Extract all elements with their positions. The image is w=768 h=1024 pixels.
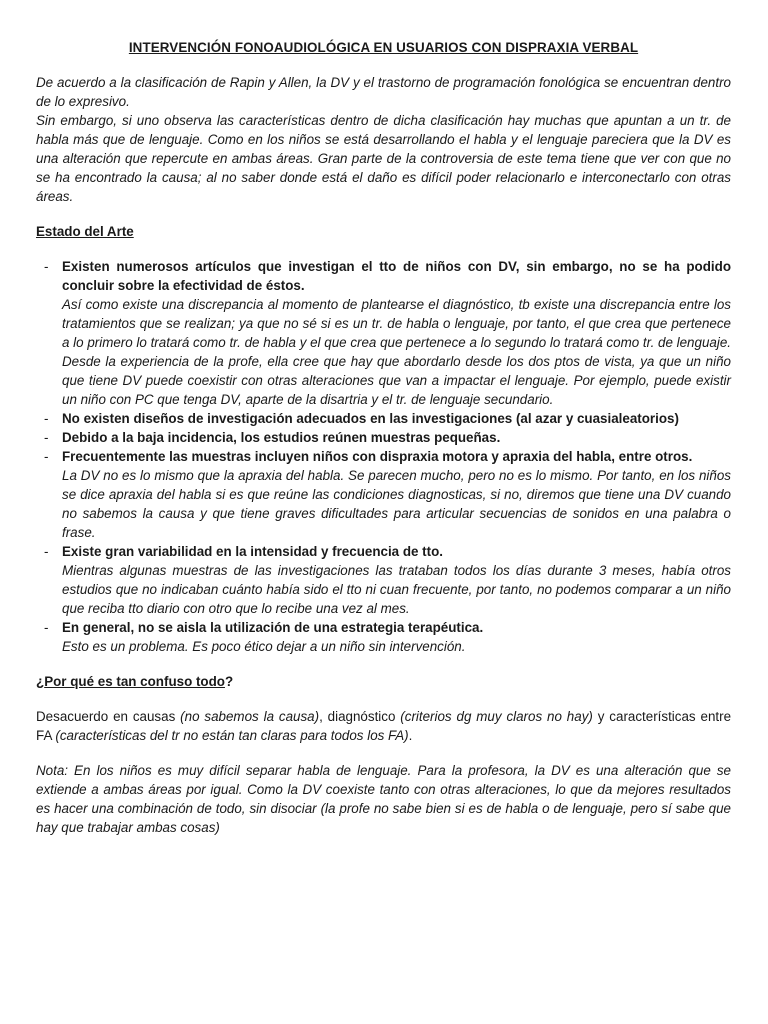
- bullet-dash: -: [44, 259, 49, 274]
- bullet-dash: -: [44, 430, 49, 445]
- list-item-main: Existen numerosos artículos que investigan el tto de niños con DV, sin embargo, no se ha podido concluir sobre la efectividad de éstos.: [62, 259, 731, 293]
- document-page: [36, 38, 731, 837]
- porque-text-3: y características entre FA: [36, 709, 732, 743]
- porque-text-2: , diagnóstico: [319, 709, 401, 724]
- porque-paragraph: [36, 707, 731, 745]
- document-title: INTERVENCIÓN FONOAUDIOLÓGICA EN USUARIOS CON DISPRAXIA VERBAL: [128, 40, 639, 55]
- bullet-dash: -: [44, 411, 49, 426]
- list-item-note: La DV no es lo mismo que la apraxia del habla. Se parecen mucho, pero no es lo mismo. Por tanto, en los niños se dice apraxia del habla si es que reúne las condiciones diagnosticas, si no, diremos que tiene una DV cuando no sabemos la causa y que tiene graves dificultades para articular secuencias de sonidos en una palabra o frase.: [62, 468, 731, 540]
- list-item-main: Frecuentemente las muestras incluyen niños con dispraxia motora y apraxia del habla, entre otros.: [62, 449, 693, 464]
- question-close-mark: ?: [224, 674, 234, 689]
- nota-paragraph: Nota: En los niños es muy difícil separar habla de lenguaje. Para la profesora, la DV es una alteración que se extiende a ambas áreas por igual. Como la DV coexiste tanto con otras alteraciones, lo que da mejores resultados es hacer una combinación de todo, sin disociar (la profe no sabe bien si es de habla o de lenguaje, pero sí sabe que hay que trabajar ambas cosas): [36, 763, 731, 835]
- list-item-main: Existe gran variabilidad en la intensidad y frecuencia de tto.: [62, 544, 444, 559]
- list-item: [36, 447, 731, 542]
- section-heading-porque: [36, 672, 731, 691]
- list-item-note: Esto es un problema. Es poco ético dejar a un niño sin intervención.: [62, 639, 466, 654]
- list-item: [36, 542, 731, 618]
- bullet-dash: -: [44, 620, 49, 635]
- list-item: [36, 257, 731, 409]
- estado-list: [36, 257, 731, 656]
- list-item-note: Mientras algunas muestras de las investigaciones las trataban todos los días durante 3 meses, había otros estudios que no indicaban cuánto había sido el tto ni cuan frecuente, por tanto, no podemos comparar a un niño que reciba tto diario con otro que lo recibe una vez al mes.: [62, 563, 731, 616]
- porque-text-4: .: [408, 728, 413, 743]
- list-item: [36, 618, 731, 656]
- intro-paragraph-1: De acuerdo a la clasificación de Rapin y Allen, la DV y el trastorno de programación fonológica se encuentran dentro de lo expresivo.: [36, 75, 731, 109]
- bullet-dash: -: [44, 544, 49, 559]
- porque-italic-2: (criterios dg muy claros no hay): [400, 709, 593, 724]
- list-item-note: Así como existe una discrepancia al momento de plantearse el diagnóstico, tb existe una discrepancia entre los tratamientos que se realizan; ya que no sé si es un tr. de habla o lenguaje, por tanto, el que crea que pertenece a lo primero lo tratará como tr. de habla y el que crea que pertenece a lo segundo lo tratará como tr. de lenguaje. Desde la experiencia de la profe, ella cree que hay que abordarlo desde los dos ptos de vista, ya que un niño que tiene DV puede coexistir con otras alteraciones que van a impactar el lenguaje. Por ejemplo, puede existir un niño con PC que tenga DV, aparte de la disartria y el tr. de lenguaje secundario.: [62, 297, 731, 407]
- porque-italic-3: (características del tr no están tan claras para todos los FA): [55, 728, 409, 743]
- list-item: [36, 428, 731, 447]
- list-item-main: Debido a la baja incidencia, los estudios reúnen muestras pequeñas.: [62, 430, 501, 445]
- porque-italic-1: (no sabemos la causa): [180, 709, 320, 724]
- question-open-mark: ¿: [36, 674, 45, 689]
- list-item: [36, 409, 731, 428]
- bullet-dash: -: [44, 449, 49, 464]
- section-heading-porque-text: Por qué es tan confuso todo: [44, 674, 225, 689]
- list-item-main: No existen diseños de investigación adecuados en las investigaciones (al azar y cuasialeatorios): [62, 411, 679, 426]
- intro-paragraph-2: Sin embargo, si uno observa las características dentro de dicha clasificación hay muchas que apuntan a un tr. de habla más que de lenguaje. Como en los niños se está desarrollando el habla y el lenguaje pareciera que la DV es una alteración que repercute en ambas áreas. Gran parte de la controversia de este tema tiene que ver con que no se ha encontrado la causa; al no saber donde está el daño es difícil poder relacionarlo e interconectarlo con otras áreas.: [36, 113, 731, 204]
- intro-section: [36, 73, 731, 206]
- section-heading-estado: Estado del Arte: [36, 224, 134, 239]
- list-item-main: En general, no se aisla la utilización de una estrategia terapéutica.: [62, 620, 484, 635]
- porque-text-1: Desacuerdo en causas: [36, 709, 181, 724]
